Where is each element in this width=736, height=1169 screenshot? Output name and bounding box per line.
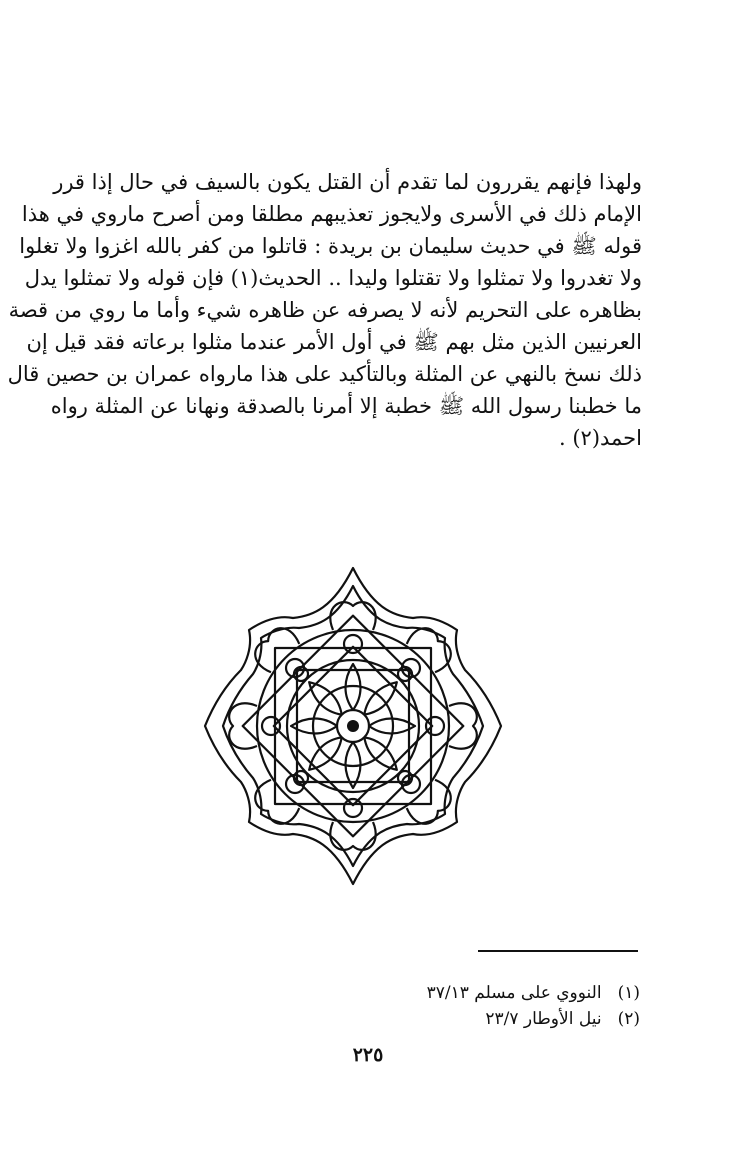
footnote-number: (٢) xyxy=(617,1009,640,1029)
text-line: ذلك نسخ بالنهي عن المثلة وبالتأكيد على هذا مارواه عمران بن حصين قال xyxy=(7,362,642,386)
footnote-number: (١) xyxy=(617,983,640,1003)
footnote-text: النووي على مسلم ٣٧/١٣ xyxy=(426,983,602,1003)
text-line: ولا تغدروا ولا تمثلوا ولا تقتلوا وليدا .. الحديث(١) فإن قوله ولا تمثلوا يدل xyxy=(24,266,642,290)
text-line: العرنيين الذين مثل بهم ﷺ في أول الأمر عندما مثلوا برعاته فقد قيل إن xyxy=(26,330,642,354)
page-number: ٢٢٥ xyxy=(352,1044,384,1066)
text-line: ما خطبنا رسول الله ﷺ خطبة إلا أمرنا بالصدقة ونهانا عن المثلة رواه xyxy=(50,394,642,418)
footnote-text: نيل الأوطار ٢٣/٧ xyxy=(485,1009,602,1029)
arabesque-star-ornament-icon xyxy=(203,565,503,887)
footnote-item xyxy=(300,980,640,1006)
text-line: بظاهره على التحريم لأنه لا يصرفه عن ظاهره شيء وأما ما روي من قصة xyxy=(8,298,642,322)
main-text xyxy=(7,166,642,454)
text-line: قوله ﷺ في حديث سليمان بن بريدة : قاتلوا من كفر بالله اغزوا ولا تغلوا xyxy=(19,234,642,258)
text-line: ولهذا فإنهم يقررون لما تقدم أن القتل يكون بالسيف في حال إذا قرر xyxy=(53,170,642,194)
footnote-divider xyxy=(478,950,638,952)
footnote-item xyxy=(300,1006,640,1032)
text-line: احمد(٢) . xyxy=(558,426,642,450)
footnotes xyxy=(300,980,640,1032)
text-line: الإمام ذلك في الأسرى ولايجوز تعذيبهم مطلقا ومن أصرح ماروي في هذا xyxy=(21,202,642,226)
